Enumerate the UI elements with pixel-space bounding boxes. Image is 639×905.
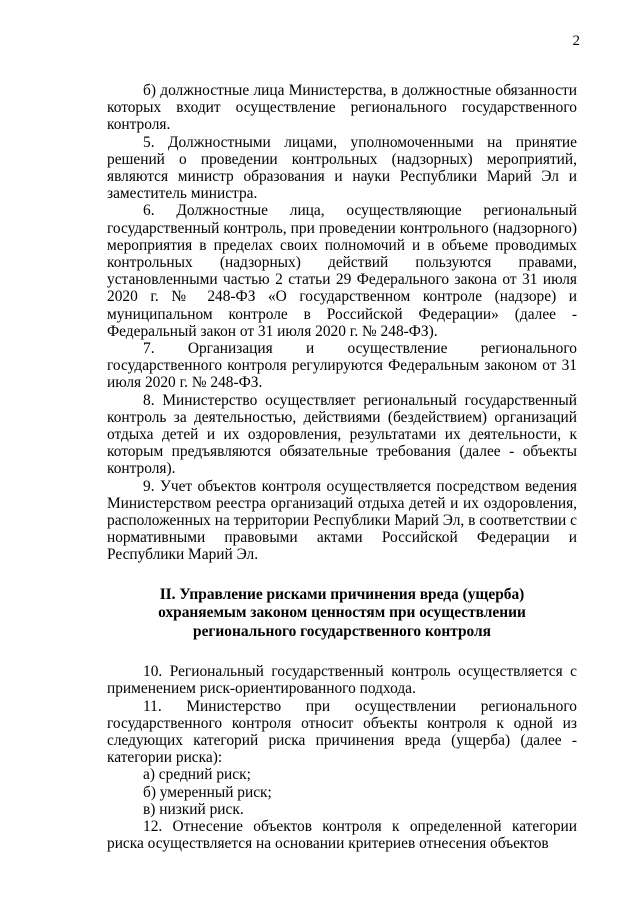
document-body bbox=[107, 82, 577, 852]
paragraph-5: 5. Должностными лицами, уполномоченными на принятие решений о проведении контрольных (надзорных) мероприятий, являются министр образования и науки Республики Марий Эл и заместитель министра. bbox=[107, 133, 577, 203]
paragraph-10: 10. Региональный государственный контроль осуществляется с применением риск-ориентированного подхода. bbox=[107, 663, 577, 698]
section-heading-line-3: регионального государственного контроля bbox=[193, 622, 491, 640]
paragraph-11: 11. Министерство при осуществлении регионального государственного контроля относит объекты контроля к одной из следующих категорий риска причинения вреда (ущерба) (далее - категории риска): bbox=[107, 697, 577, 767]
paragraph-4b: б) должностные лица Министерства, в должностные обязанности которых входит осуществление регионального государственного контроля. bbox=[107, 82, 577, 134]
paragraph-7: 7. Организация и осуществление регионального государственного контроля регулируются Федеральным законом от 31 июля 2020 г. № 248-ФЗ. bbox=[107, 340, 577, 392]
risk-category-b: б) умеренный риск; bbox=[143, 783, 272, 801]
risk-category-a: а) средний риск; bbox=[143, 766, 251, 784]
paragraph-6: 6. Должностные лица, осуществляющие региональный государственный контроль, при проведении контрольного (надзорного) мероприятия в пределах своих полномочий и в объеме проводимых контрольных (надзорных) действий пользуются правами, установленными частью 2 статьи 29 Федерального закона от 31 июля 2020 г. № 248-ФЗ «О государственном контроле (надзоре) и муниципальном контроле в Российской Федерации» (далее - Федеральный закон от 31 июля 2020 г. № 248-ФЗ). bbox=[107, 202, 577, 340]
page-number: 2 bbox=[572, 33, 580, 49]
risk-category-c: в) низкий риск. bbox=[143, 800, 244, 818]
paragraph-12: 12. Отнесение объектов контроля к определенной категории риска осуществляется на основании критериев отнесения объектов bbox=[107, 818, 577, 853]
section-heading bbox=[107, 586, 577, 642]
paragraph-9: 9. Учет объектов контроля осуществляется посредством ведения Министерством реестра организаций отдыха детей и их оздоровления, расположенных на территории Республики Марий Эл, в соответствии с нормативными правовыми актами Российской Федерации и Республики Марий Эл. bbox=[107, 477, 577, 564]
section-heading-line-2: охраняемым законом ценностям при осуществлении bbox=[158, 604, 526, 622]
section-heading-line-1: II. Управление рисками причинения вреда (ущерба) bbox=[159, 585, 525, 603]
paragraph-8: 8. Министерство осуществляет региональный государственный контроль за деятельностью, действиями (бездействием) организаций отдыха детей и их оздоровления, результатами их деятельности, к которым предъявляются обязательные требования (далее - объекты контроля). bbox=[107, 391, 577, 478]
